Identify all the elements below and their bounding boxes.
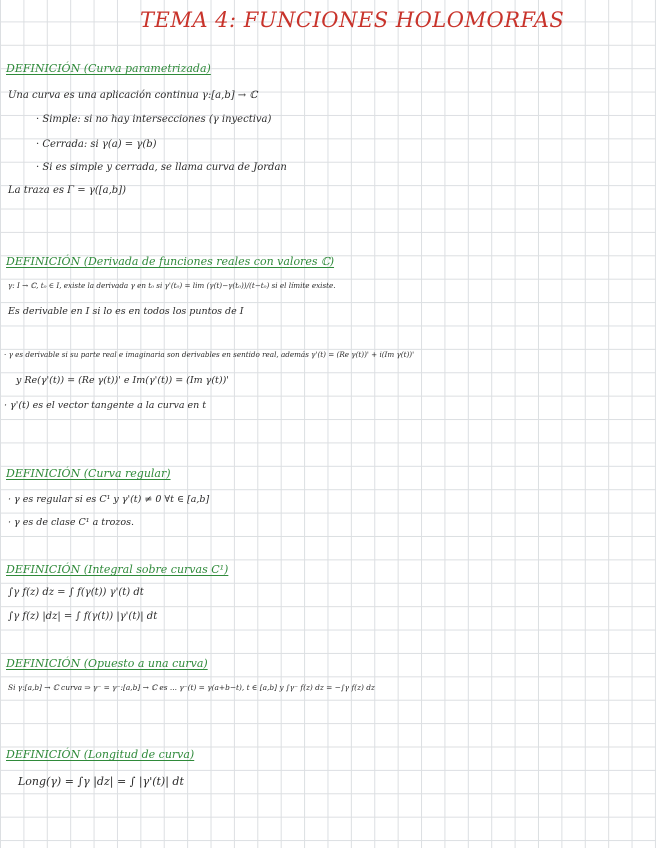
section-heading-integral: DEFINICIÓN (Integral sobre curvas C¹) [6,563,229,576]
section-line: Si γ:[a,b] → ℂ curva ⇒ γ⁻ = γ⁻:[a,b] → ℂ es ... γ⁻(t) = γ(a+b−t), t ∈ [a,b] y ∫γ⁻ f(z) dz = −∫γ f(z) dz [8,683,375,692]
section-line: La traza es Γ = γ([a,b]) [8,185,126,196]
section-heading-derivative: DEFINICIÓN (Derivada de funciones reales con valores ℂ) [6,255,335,268]
section-line: Una curva es una aplicación continua γ:[a,b] → ℂ [8,90,258,101]
section-line: · Cerrada: si γ(a) = γ(b) [36,139,157,150]
section-heading-regular-curve: DEFINICIÓN (Curva regular) [6,467,171,480]
section-line: Es derivable en I si lo es en todos los puntos de I [8,306,244,317]
section-line: · Si es simple y cerrada, se llama curva de Jordan [36,162,287,173]
section-line: · Simple: si no hay intersecciones (γ inyectiva) [36,114,272,125]
section-line: Long(γ) = ∫γ |dz| = ∫ |γ'(t)| dt [18,775,184,788]
section-line: · γ es regular si es C¹ y γ'(t) ≠ 0 ∀t ∈ [a,b] [8,494,210,505]
section-line: · γ es de clase C¹ a trozos. [8,517,134,528]
section-line: · γ'(t) es el vector tangente a la curva en t [4,400,207,411]
section-heading-curve: DEFINICIÓN (Curva parametrizada) [6,62,211,75]
section-line: γ: I → ℂ, t₀ ∈ I, existe la derivada γ en t₀ si γ'(t₀) = lim (γ(t)−γ(t₀))/(t−t₀) si el límite existe. [8,281,336,290]
page-title: TEMA 4: FUNCIONES HOLOMORFAS [140,8,565,32]
section-line: ∫γ f(z) dz = ∫ f(γ(t)) γ'(t) dt [8,587,144,598]
section-line: y Re(γ'(t)) = (Re γ(t))' e Im(γ'(t)) = (Im γ(t))' [16,375,229,386]
section-line: · γ es derivable si su parte real e imaginaria son derivables en sentido real, además γ'(t) = (Re γ(t))' + i(Im γ(t))' [4,350,415,359]
section-heading-curve-length: DEFINICIÓN (Longitud de curva) [6,748,195,761]
section-heading-opposite-curve: DEFINICIÓN (Opuesto a una curva) [6,657,208,670]
section-line: ∫γ f(z) |dz| = ∫ f(γ(t)) |γ'(t)| dt [8,611,158,622]
